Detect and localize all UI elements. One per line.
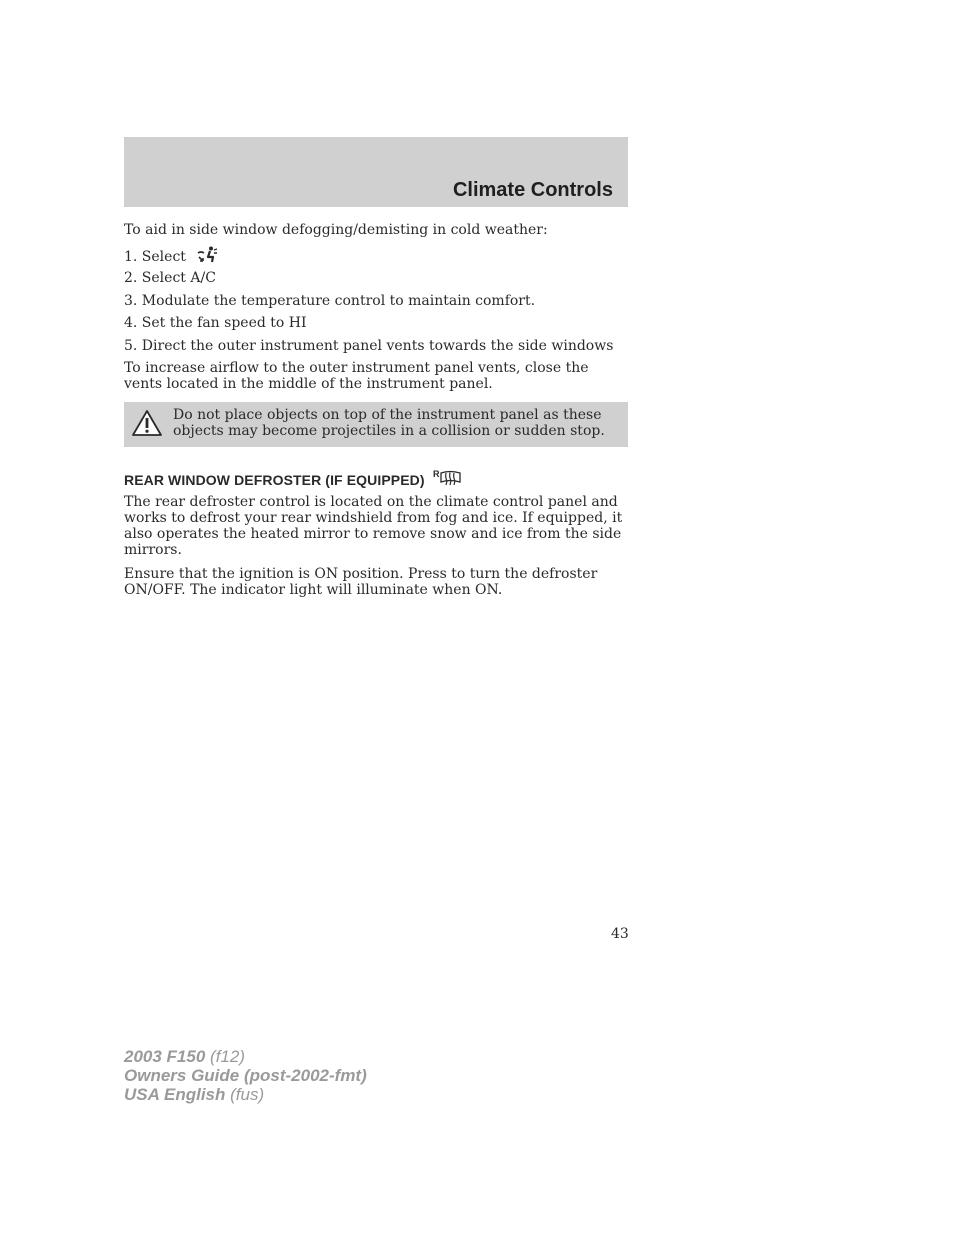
airflow-note: To increase airflow to the outer instrument panel vents, close the vents located in the middle of the instrument panel. [124,360,589,392]
rear-defroster-paragraph-2: Ensure that the ignition is ON position. Press to turn the defroster ON/OFF. The indicator light will illuminate when ON. [124,566,598,598]
rear-defrost-icon [433,469,463,487]
step-4: 4. Set the fan speed to HI [124,315,307,331]
step-1-text: 1. Select [124,249,186,265]
page-number: 43 [611,926,629,942]
warning-box [124,402,628,447]
warning-text: Do not place objects on top of the instrument panel as these objects may become projectiles in a collision or sudden stop. [173,407,605,439]
rear-defroster-paragraph-1: The rear defroster control is located on the climate control panel and works to defrost your rear windshield from fog and ice. If equipped, it also operates the heated mirror to remove snow and ice from the side mirrors. [124,494,623,558]
document-footer [124,1047,367,1104]
footer-line-1: 2003 F150 (f12) [124,1047,245,1066]
step-5: 5. Direct the outer instrument panel vents towards the side windows [124,338,614,354]
floor-defrost-mode-icon [196,246,218,264]
rear-defroster-heading [124,469,463,488]
step-2: 2. Select A/C [124,270,216,286]
rear-defrost-icon-letter: R [432,469,440,479]
section-title: Climate Controls [452,179,613,201]
step-3: 3. Modulate the temperature control to maintain comfort. [124,293,536,309]
step-1 [124,246,218,265]
footer-line-3: USA English (fus) [124,1085,265,1104]
intro-text: To aid in side window defogging/demisting in cold weather: [124,222,548,238]
warning-triangle-icon [131,409,163,437]
rear-defroster-heading-text: REAR WINDOW DEFROSTER (IF EQUIPPED) [124,472,425,488]
header-band [124,137,628,207]
footer-line-2: Owners Guide (post-2002-fmt) [124,1066,367,1085]
